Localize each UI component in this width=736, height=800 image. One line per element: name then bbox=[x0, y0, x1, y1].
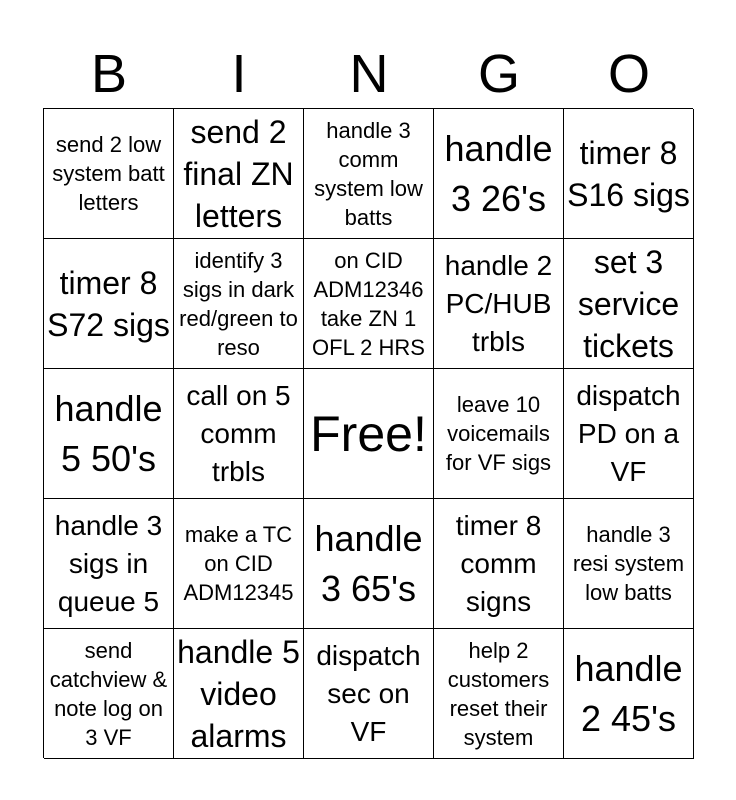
cell-text: dispatch sec on VF bbox=[316, 639, 421, 747]
bingo-cell[interactable] bbox=[434, 109, 564, 239]
bingo-cell[interactable] bbox=[174, 629, 304, 759]
cell-text: timer 8 S72 sigs bbox=[47, 264, 170, 343]
header-letter-n: N bbox=[349, 44, 389, 104]
bingo-board bbox=[43, 108, 693, 758]
bingo-cell[interactable] bbox=[304, 239, 434, 369]
cell-text: timer 8 S16 sigs bbox=[567, 134, 690, 213]
bingo-cell[interactable] bbox=[564, 499, 694, 629]
free-space-text: Free! bbox=[310, 405, 427, 462]
cell-text: on CID ADM12346 take ZN 1 OFL 2 HRS bbox=[312, 247, 425, 360]
bingo-cell[interactable] bbox=[434, 369, 564, 499]
cell-text: handle 3 65's bbox=[314, 517, 423, 609]
cell-text: handle 3 26's bbox=[444, 127, 553, 219]
cell-text: send 2 low system batt letters bbox=[52, 132, 165, 215]
cell-text: identify 3 sigs in dark red/green to reso bbox=[179, 247, 298, 360]
bingo-cell[interactable] bbox=[434, 239, 564, 369]
cell-text: leave 10 voicemails for VF sigs bbox=[445, 392, 552, 475]
bingo-cell[interactable] bbox=[44, 499, 174, 629]
header-letter-o: O bbox=[607, 44, 650, 104]
bingo-cell[interactable] bbox=[304, 499, 434, 629]
bingo-cell[interactable] bbox=[174, 239, 304, 369]
bingo-cell[interactable] bbox=[434, 499, 564, 629]
cell-text: send catchview & note log on 3 VF bbox=[49, 637, 168, 750]
header-letter-b: B bbox=[90, 44, 128, 104]
bingo-cell[interactable] bbox=[564, 239, 694, 369]
cell-text: help 2 customers reset their system bbox=[447, 637, 550, 750]
bingo-cell[interactable] bbox=[304, 629, 434, 759]
bingo-cell[interactable] bbox=[174, 499, 304, 629]
cell-text: call on 5 comm trbls bbox=[186, 379, 291, 487]
cell-text: make a TC on CID ADM12345 bbox=[183, 522, 294, 605]
header-letter-i: I bbox=[231, 44, 247, 104]
cell-text: send 2 final ZN letters bbox=[183, 113, 294, 234]
bingo-header bbox=[44, 40, 694, 108]
cell-text: handle 5 50's bbox=[54, 387, 163, 479]
cell-text: handle 3 comm system low batts bbox=[314, 117, 423, 230]
free-space[interactable] bbox=[304, 369, 434, 499]
bingo-cell[interactable] bbox=[304, 109, 434, 239]
cell-text: dispatch PD on a VF bbox=[576, 379, 681, 487]
bingo-cell[interactable] bbox=[564, 629, 694, 759]
bingo-cell[interactable] bbox=[174, 369, 304, 499]
bingo-cell[interactable] bbox=[44, 239, 174, 369]
cell-text: handle 5 video alarms bbox=[177, 633, 300, 754]
bingo-cell[interactable] bbox=[174, 109, 304, 239]
cell-text: handle 3 sigs in queue 5 bbox=[54, 509, 163, 617]
bingo-cell[interactable] bbox=[564, 369, 694, 499]
bingo-cell[interactable] bbox=[44, 629, 174, 759]
cell-text: handle 2 PC/HUB trbls bbox=[444, 249, 553, 357]
cell-text: handle 2 45's bbox=[574, 647, 683, 739]
cell-text: handle 3 resi system low batts bbox=[572, 522, 685, 605]
bingo-cell[interactable] bbox=[44, 369, 174, 499]
bingo-cell[interactable] bbox=[564, 109, 694, 239]
cell-text: set 3 service tickets bbox=[577, 243, 680, 364]
bingo-cell[interactable] bbox=[434, 629, 564, 759]
cell-text: timer 8 comm signs bbox=[455, 509, 542, 617]
header-letter-g: G bbox=[477, 44, 520, 104]
bingo-cell[interactable] bbox=[44, 109, 174, 239]
